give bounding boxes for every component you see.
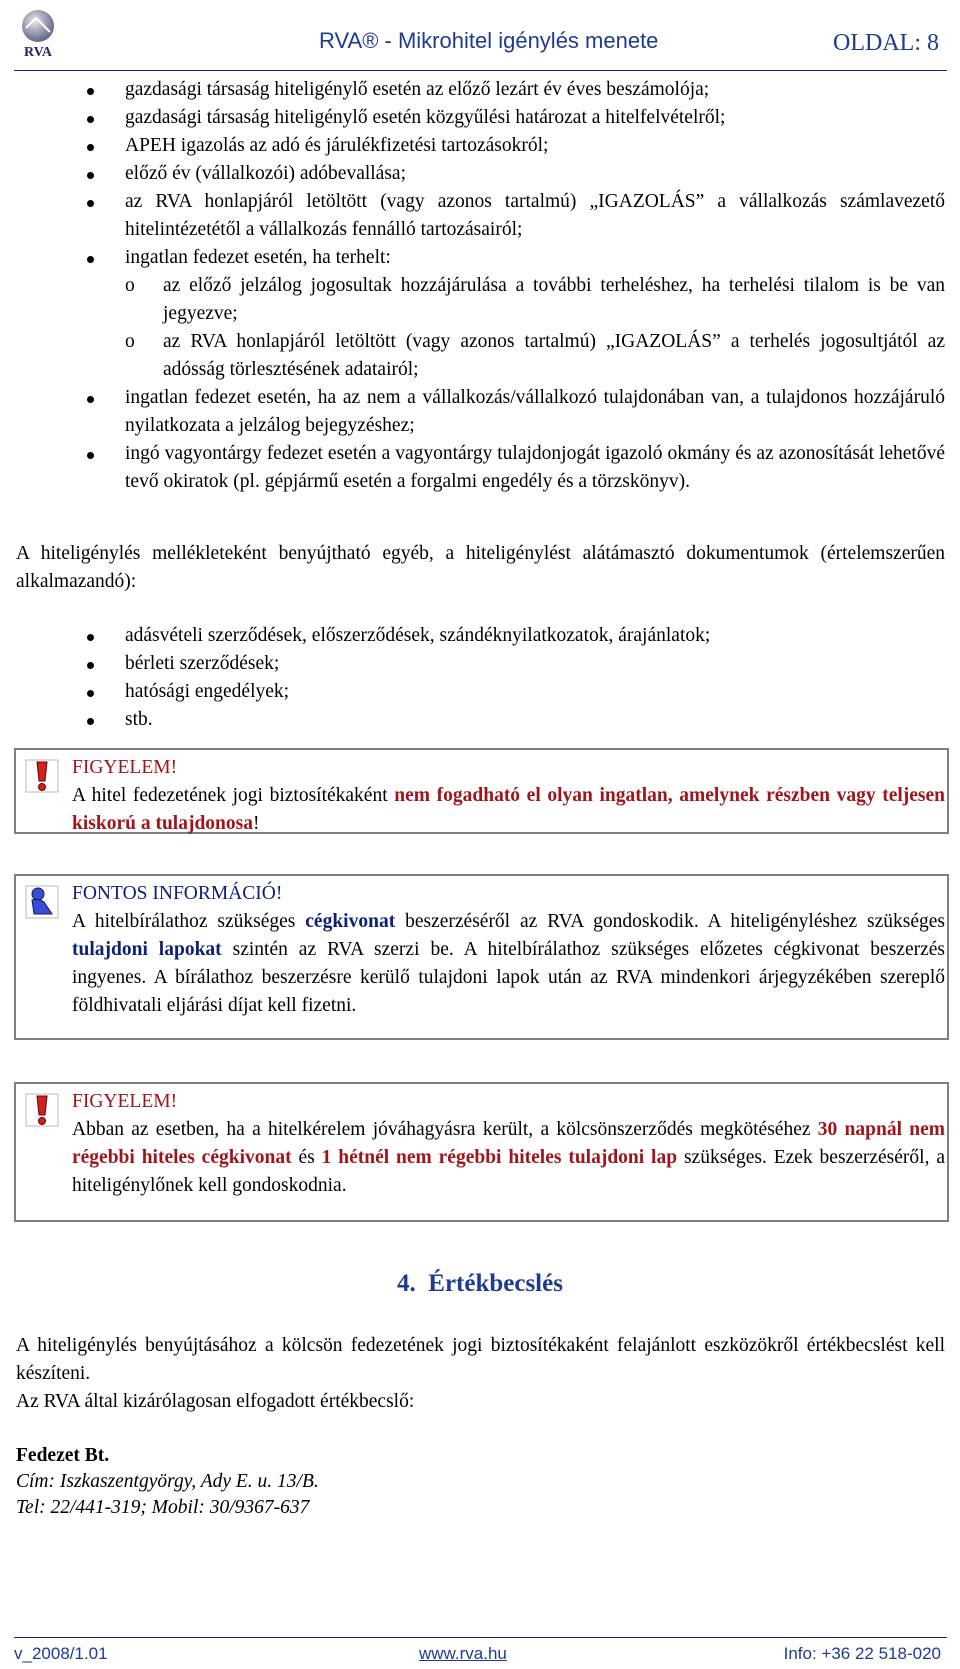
supporting-docs-intro: A hiteligénylés mellékleteként benyújtható egyéb, a hiteligénylést alátámasztó dokumentumok (értelemszerűen alkalmazandó): (16, 543, 945, 592)
appraiser-address: Cím: Iszkaszentgyörgy, Ady E. u. 13/B. (16, 1471, 319, 1492)
list-item: ingó vagyontárgy fedezet esetén a vagyontárgy tulajdonjogát igazoló okmány és az azonosítását lehetővé tevő okiratok (pl. gépjármű esetén a forgalmi engedély és a törzskönyv). (0, 440, 945, 496)
section-title: Értékbecslés (428, 1270, 563, 1297)
page-footer (14, 1637, 947, 1663)
bullet-icon (87, 116, 94, 123)
info-heading: FONTOS INFORMÁCIÓ! (72, 883, 283, 904)
list-item: gazdasági társaság hiteligénylő esetén közgyűlési határozat a hitelfelvételről; (0, 104, 945, 132)
section-paragraph: A hiteligénylés benyújtásához a kölcsön fedezetének jogi biztosítékaként felajánlott eszközökről értékbecslést kell készíteni. (16, 1335, 945, 1384)
section-paragraph: Az RVA által kizárólagosan elfogadott értékbecslő: (16, 1391, 415, 1412)
list-item: bérleti szerződések; (0, 650, 945, 678)
info-person-icon (24, 884, 60, 920)
info-highlight: tulajdoni lapokat (72, 939, 222, 960)
warning-box-documents (14, 1082, 949, 1222)
bullet-icon (87, 144, 94, 151)
document-title: RVA® - Mikrohitel igénylés menete (319, 28, 659, 53)
list-item: az RVA honlapjáról letöltött (vagy azonos tartalmú) „IGAZOLÁS” a vállalkozás számlavezető hitelintézetétől a vállalkozás fennálló tartozásairól; (0, 188, 945, 244)
warning-heading: FIGYELEM! (72, 1091, 178, 1112)
list-item: gazdasági társaság hiteligénylő esetén az előző lezárt év éves beszámolója; (0, 76, 945, 104)
list-item: adásvételi szerződések, előszerződések, szándéknyilatkozatok, árajánlatok; (0, 622, 945, 650)
page-header (14, 6, 947, 71)
bullet-icon (87, 88, 94, 95)
warning-box-minor-owner (14, 748, 949, 834)
page-number: OLDAL: 8 (833, 30, 939, 56)
warning-text: Abban az esetben, ha a hitelkérelem jóváhagyásra került, a kölcsönszerződés megkötéséhez 30 napnál nem régebbi hiteles cégkivonat és 1 hétnél nem régebbi hiteles tulajdoni lap szükséges. Ezek beszerzéséről, a hiteligénylőnek kell gondoskodnia. (72, 1119, 945, 1196)
sub-bullet-marker: o (125, 275, 135, 296)
warning-text: A hitel fedezetének jogi biztosítékaként nem fogadható el olyan ingatlan, amelynek részben vagy teljesen kiskorú a tulajdonosa! (72, 785, 946, 834)
sub-list-item: o az RVA honlapjáról letöltött (vagy azonos tartalmú) „IGAZOLÁS” a terhelés jogosultjától az adósság törlesztésének adatairól; (0, 328, 945, 384)
info-box (14, 874, 949, 1040)
exclamation-warning-icon (24, 758, 60, 794)
warning-highlight: nem fogadható el olyan ingatlan, amelynek részben vagy teljesen kiskorú a tulajdonosa (72, 785, 946, 834)
bullet-icon (87, 718, 94, 725)
svg-text:RVA: RVA (23, 45, 53, 60)
list-item: APEH igazolás az adó és járulékfizetési tartozásokról; (0, 132, 945, 160)
list-item: stb. (0, 706, 945, 734)
list-item: ingatlan fedezet esetén, ha terhelt: (0, 244, 945, 272)
info-text: A hitelbírálathoz szükséges cégkivonat beszerzéséről az RVA gondoskodik. A hiteligényléshez szükséges tulajdoni lapokat szintén az RVA szerzi be. A hitelbírálathoz szükséges előzetes cégkivonat beszerzés ingyenes. A bírálathoz beszerzésre kerülő tulajdoni lapok után az RVA mindenkori árjegyzékében szereplő földhivatali eljárási díjat kell fizetni. (72, 911, 946, 1016)
bullet-icon (87, 172, 94, 179)
info-highlight: cégkivonat (305, 911, 396, 932)
warning-highlight: 1 hétnél nem régebbi hiteles tulajdoni lap (321, 1147, 678, 1168)
section-number: 4. (397, 1270, 416, 1297)
bullet-icon (87, 256, 94, 263)
supporting-documents-list (0, 622, 945, 734)
exclamation-warning-icon (24, 1092, 60, 1128)
appraiser-phone: Tel: 22/441-319; Mobil: 30/9367-637 (16, 1497, 310, 1518)
rva-logo (14, 6, 62, 62)
list-item: hatósági engedélyek; (0, 678, 945, 706)
bullet-icon (87, 452, 94, 459)
warning-heading: FIGYELEM! (72, 757, 178, 778)
bullet-icon (87, 662, 94, 669)
list-item: előző év (vállalkozói) adóbevallása; (0, 160, 945, 188)
info-phone: Info: +36 22 518-020 (783, 1644, 941, 1663)
section-heading (0, 1270, 960, 1298)
website-link[interactable]: www.rva.hu (419, 1644, 507, 1663)
version-label: v_2008/1.01 (14, 1644, 108, 1663)
warning-highlight: 30 napnál nem régebbi hiteles cégkivonat (72, 1119, 945, 1168)
required-documents-list (0, 76, 945, 496)
bullet-icon (87, 200, 94, 207)
sub-list-item: o az előző jelzálog jogosultak hozzájárulása a további terheléshez, ha terhelési tilalom is be van jegyezve; (0, 272, 945, 328)
appraiser-name: Fedezet Bt. (16, 1445, 110, 1466)
bullet-icon (87, 396, 94, 403)
bullet-icon (87, 634, 94, 641)
list-item: ingatlan fedezet esetén, ha az nem a vállalkozás/vállalkozó tulajdonában van, a tulajdonos hozzájáruló nyilatkozata a jelzálog bejegyzéshez; (0, 384, 945, 440)
sub-bullet-marker: o (125, 331, 135, 352)
bullet-icon (87, 690, 94, 697)
